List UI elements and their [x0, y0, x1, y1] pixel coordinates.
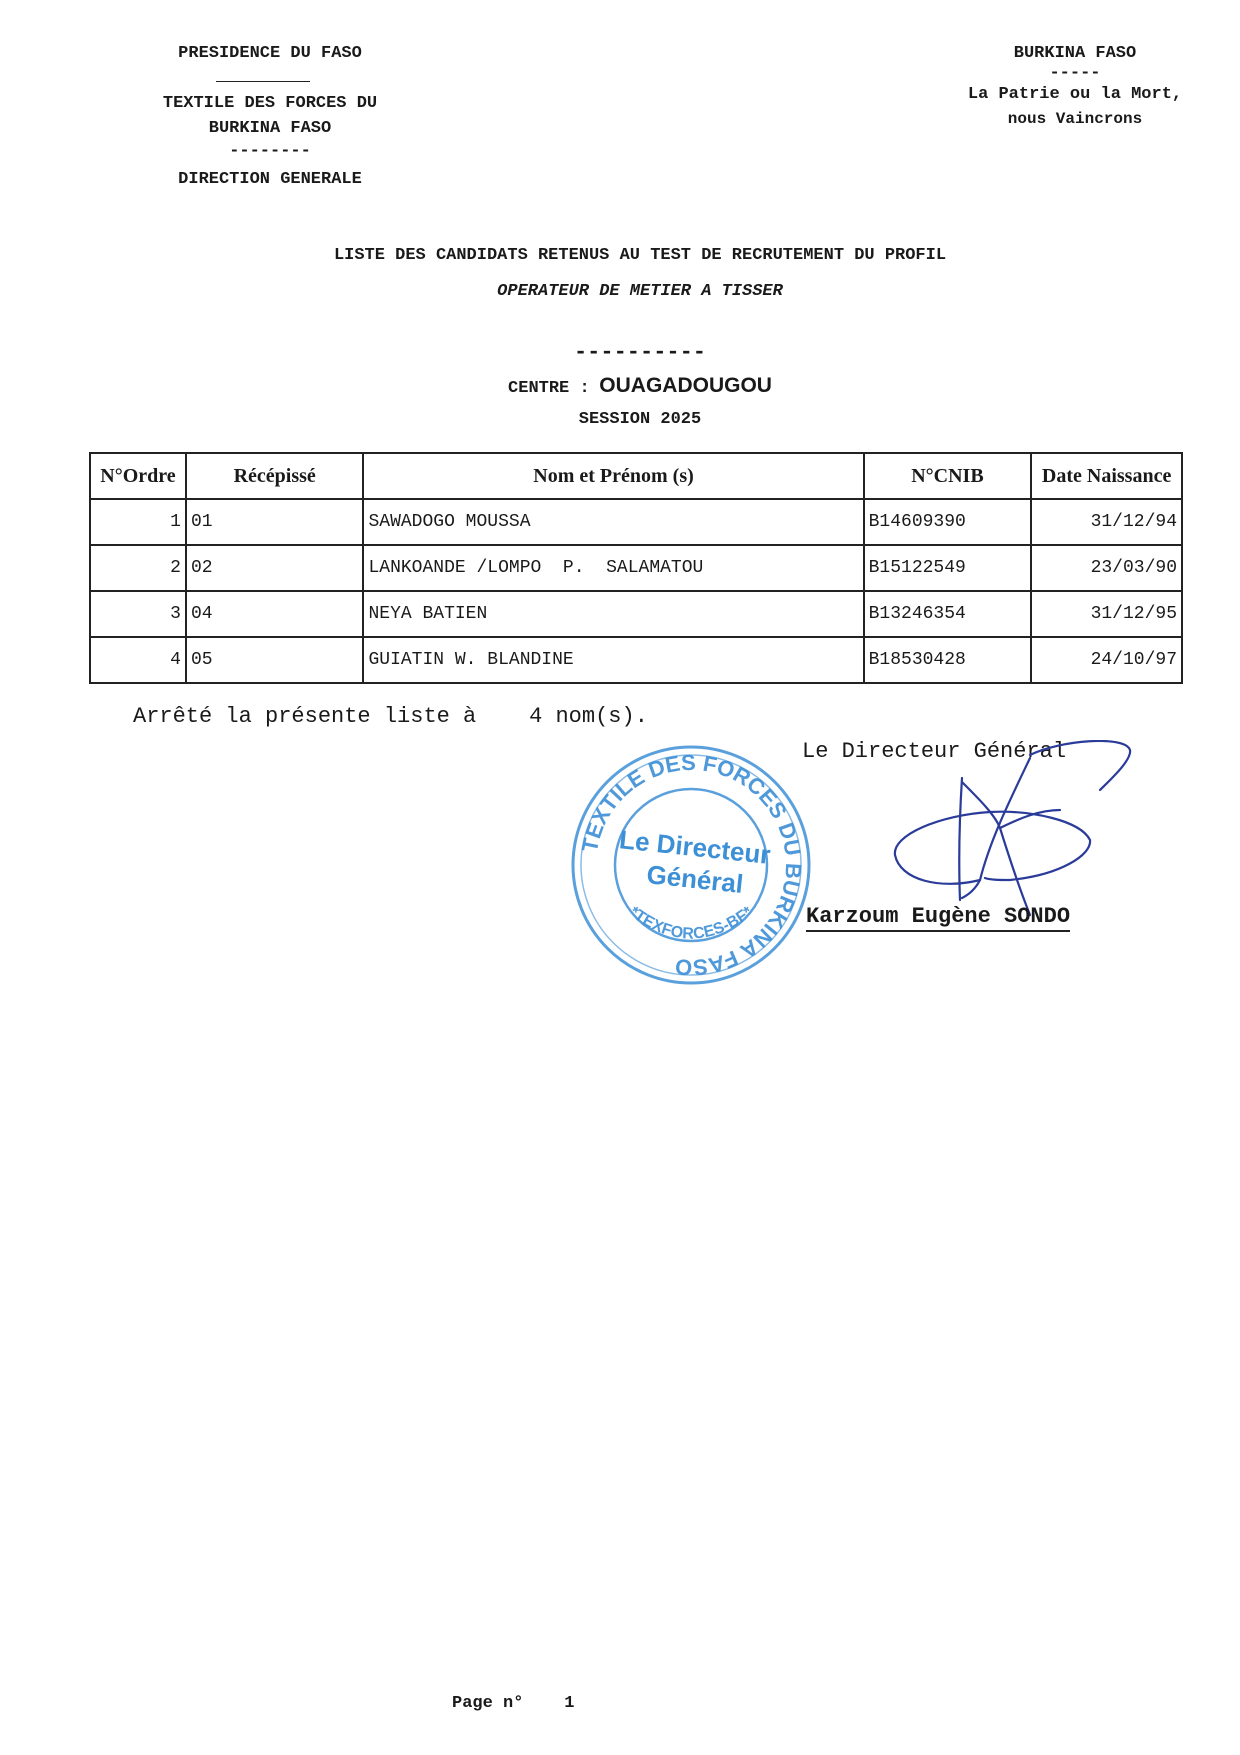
stamp-bottom-text: *TEXFORCES-BF* — [626, 903, 756, 943]
official-stamp — [566, 740, 816, 990]
document-title: LISTE DES CANDIDATS RETENUS AU TEST DE RECRUTEMENT DU PROFIL — [333, 246, 947, 265]
document-subtitle: OPERATEUR DE METIER A TISSER — [497, 282, 783, 301]
stamp-center-line1: Le Directeur — [617, 824, 772, 870]
page-number: 1 — [564, 1694, 575, 1713]
header-left-rule — [216, 81, 310, 82]
header-right-dashes: ----- — [1049, 64, 1101, 83]
col-header-cnib: N°CNIB — [864, 453, 1032, 499]
cell-recepisse: 01 — [186, 499, 364, 545]
page-label: Page n° — [452, 1694, 524, 1713]
cell-nom: GUIATIN W. BLANDINE — [363, 637, 863, 683]
cell-recepisse: 02 — [186, 545, 364, 591]
cell-cnib: B18530428 — [864, 637, 1032, 683]
title-dashes: ---------- — [573, 340, 707, 365]
col-header-date: Date Naissance — [1031, 453, 1182, 499]
centre-line — [150, 374, 1130, 398]
table-row — [90, 637, 1182, 683]
table-row — [90, 545, 1182, 591]
centre-label: CENTRE : — [508, 379, 590, 398]
header-left-line4: DIRECTION GENERALE — [178, 170, 362, 189]
cell-ordre: 1 — [90, 499, 186, 545]
header-right-line3: nous Vaincrons — [1007, 110, 1143, 128]
cell-nom: SAWADOGO MOUSSA — [363, 499, 863, 545]
stamp-ring-text: TEXTILE DES FORCES DU BURKINA FASO — [576, 749, 807, 981]
cell-ordre: 3 — [90, 591, 186, 637]
svg-text:*TEXFORCES-BF* — [626, 903, 756, 943]
cell-cnib: B13246354 — [864, 591, 1032, 637]
cell-cnib: B15122549 — [864, 545, 1032, 591]
col-header-ordre: N°Ordre — [90, 453, 186, 499]
cell-date: 31/12/95 — [1031, 591, 1182, 637]
header-right-line1: BURKINA FASO — [1013, 44, 1137, 63]
cell-date: 31/12/94 — [1031, 499, 1182, 545]
stamp-center-line2: Général — [645, 859, 745, 900]
cell-date: 24/10/97 — [1031, 637, 1182, 683]
cell-nom: LANKOANDE /LOMPO P. SALAMATOU — [363, 545, 863, 591]
header-left-line2: TEXTILE DES FORCES DU — [162, 94, 378, 113]
cell-nom: NEYA BATIEN — [363, 591, 863, 637]
col-header-nom: Nom et Prénom (s) — [363, 453, 863, 499]
cell-recepisse: 05 — [186, 637, 364, 683]
header-left-line1: PRESIDENCE DU FASO — [178, 44, 362, 63]
table-header-row — [90, 453, 1182, 499]
header-left-dashes: -------- — [229, 142, 311, 161]
header-left-line3: BURKINA FASO — [208, 119, 332, 138]
closing-text: Arrêté la présente liste à — [133, 704, 477, 729]
candidates-table — [89, 452, 1183, 684]
table-row — [90, 591, 1182, 637]
signatory-name: Karzoum Eugène SONDO — [806, 904, 1070, 932]
header-right-line2: La Patrie ou la Mort, — [967, 85, 1183, 104]
closing-count: 4 nom(s). — [529, 704, 648, 729]
centre-value: OUAGADOUGOU — [599, 374, 772, 397]
cell-ordre: 2 — [90, 545, 186, 591]
closing-line — [133, 704, 648, 729]
cell-cnib: B14609390 — [864, 499, 1032, 545]
page-footer — [452, 1694, 574, 1713]
table-row — [90, 499, 1182, 545]
cell-ordre: 4 — [90, 637, 186, 683]
signatory-role: Le Directeur Général — [802, 739, 1067, 764]
col-header-recepisse: Récépissé — [186, 453, 364, 499]
cell-recepisse: 04 — [186, 591, 364, 637]
session-label: SESSION 2025 — [578, 410, 702, 429]
cell-date: 23/03/90 — [1031, 545, 1182, 591]
